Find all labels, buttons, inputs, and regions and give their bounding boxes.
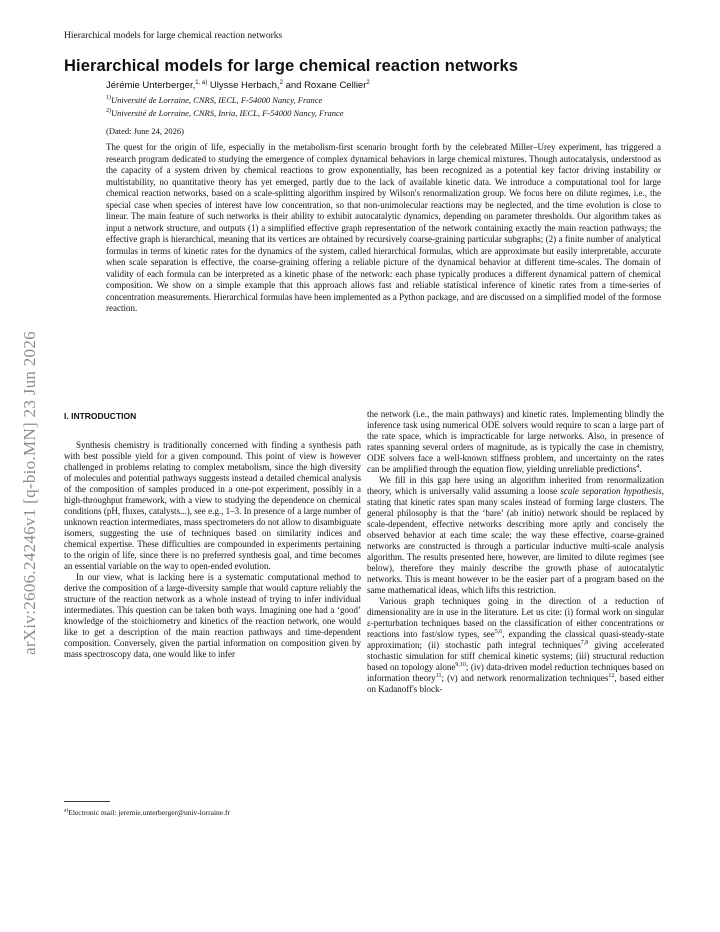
citation-12: 12 [608,673,615,679]
affiliation-1-mark: 1) [106,95,111,102]
author-1-affiliation-mark: 1, a) [195,79,208,86]
footnote-text: Electronic mail: jeremie.unterberger@univ-lorraine.fr [68,808,230,817]
footnote-rule [64,801,110,802]
affiliation-1 [106,95,322,105]
abstract: The quest for the origin of life, especially in the metabolism-first scenario brought forth by the celebrated Miller–Urey experiment, has triggered a research program dedicated to studying the emergence of complex dynamical behaviors in large chemical mixtures. Though autocatalysis, understood as the capacity of a system driven by chemical reactions to grow exponentially, has been recognized as a potential key factor driving instability or multistability, no quantitative theory has yet emerged, partly due to the lack of available kinetic data. We introduce a computational tool for large chemical reaction networks, based on a scale-splitting algorithm inspired by Wilson's renormalization group. We focus here on dilute regimes, i.e., the special case when species of interest have low concentration, so that non-unimolecular reactions may be neglected, and the time evolution is close to linear. The main feature of such networks is their ability to exhibit autocatalytic dynamics, depending on parameter thresholds. Our algorithm takes as input a network structure, and outputs (1) a simplified effective graph representation of the network containing exactly the main reaction pathways; the effective graph is hierarchical, meaning that its vertices are obtained by recursively coarse-graining particular subgraphs; (2) a finite number of analytical formulas in terms of kinetic rates for the dynamics of the system, called hierarchical formulas, which are approximate but easily interpretable, accurate when scale separation is effective, the coarse-graining offering a reliable picture of the dynamical behavior at different time-scales. The domain of validity of each formula can be interpreted as a kinetic phase of the network: each phase typically produces a different dynamical pattern of chemical composition. We show on a simple example that this approach allows fast and reliable statistical inference of kinetic rates from a time-series of concentration measurements. Hierarchical formulas have been implemented as a Python package, and are discussed on a simplified model of the formose reaction. [106,142,661,313]
intro-paragraph-2: In our view, what is lacking here is a systematic computational method to derive the composition of a large-diversity sample that would capture reliably the structure of the reaction network as a whole instead of trying to infer individual intermediates. This question can be taken both ways. Imagining one had a ‘good’ knowledge of the stoichiometry and kinetics of the reaction network, one would like to get a description of the main reaction pathways and time-dependent composition. Conversely, given the partial information on composition given by mass spectroscopy data, one would like to infer [64,572,361,659]
author-2-affiliation-mark: 2 [279,79,283,86]
text-run: ; (iv) data-driven model reduction techniques based on information theory [367,662,665,683]
footnote-mark: a) [64,807,69,814]
paper-title: Hierarchical models for large chemical reaction networks [64,57,519,75]
citation-7-8: 7,8 [580,640,589,646]
text-run: giving accelerated stochastic simulation for stiff chemical kinetic systems; (iii) structural reduction based on topology alone [367,640,664,672]
affiliation-1-text: Université de Lorraine, CNRS, IECL, F-54000 Nancy, France [111,95,323,105]
text-run: , stating that kinetic rates span many scales instead of forming large clusters. The general philosophy is that the ‘bare’ (ab initio) network should be replaced by scale-dependent, effective networks describing more aptly and concisely the observed behavior at each time scale; the way these effective, coarse-grained networks are constructed is through a particular inductive multi-scale analysis algorithm. The results presented here, however, are limited to dilute regimes (see below), therefore they mainly describe the growth phase of autocatalytic networks. This is meant however to be the easier part of a program based on the same mathematical ideas, which lifts this restriction. [367,486,664,595]
author-1: Jérémie Unterberger, [106,80,196,91]
text-run: the network (i.e., the main pathways) and kinetic rates. Implementing blindly the inference task using numerical ODE solvers would require to scan a large part of the rate space, which is impracticable for large networks. Also, in presence of rates spanning several orders of magnitude, as is typically the case in chemistry, ODE solvers face a well-known stiffness problem, and uncertainty on the rates can be amplified through the equation flow, yielding unreliable predictions [367,409,664,474]
right-column [367,409,664,695]
citation-4: 4 [636,464,640,470]
citation-5-6: 5,6 [494,629,503,635]
text-run: We fill in this gap here using an algorithm inherited from renormalization theory, which is universally valid assuming a loose [367,475,664,496]
scale-separation-term: scale separation hypothesis [560,486,662,496]
date-line: (Dated: June 24, 2026) [106,126,184,136]
text-run: , based either on Kadanoff's block- [367,673,665,694]
text-run: . [639,464,642,474]
citation-9-10: 9,10 [455,662,466,668]
author-list [106,80,370,91]
arxiv-identifier: arXiv:2606.24246v1 [q-bio.MN] 23 Jun 2026 [20,331,39,655]
affiliation-2-text: Université de Lorraine, CNRS, Inria, IECL, F-54000 Nancy, France [111,108,344,118]
affiliation-2-mark: 2) [106,108,111,115]
intro-paragraph-2-continued [367,409,664,475]
left-column [64,440,361,660]
footnote [64,808,230,817]
author-2: Ulysse Herbach, [207,80,280,91]
text-run: Various graph techniques going in the direction of a reduction of dimensionality are in use in the literature. Let us cite: (i) formal work on singular ε-perturbation techniques based on the classification of either concentrations or reactions into fast/slow types, see [367,596,664,639]
intro-paragraph-4 [367,596,664,695]
author-3: and Roxane Cellier [282,80,367,91]
intro-paragraph-1: Synthesis chemistry is traditionally concerned with finding a synthesis path with best possible yield for a given compound. This point of view is however challenged in problems relating to complex metabolism, since the high diversity of molecules and potential pathways suggests instead a detailed chemical analysis of the composition of samples produced in a one-pot experiment, possibly in a high-throughput framework, with a view to studying the dependence on chemical conditions (pH, fluxes, catalysts...), see e.g., 1–3. In presence of a large number of unknown reaction intermediates, mass spectrometers do not allow to disambiguate isomers, suggesting the use of techniques based on similarity indices and chemical expertise. These difficulties are compounded in experiments pertaining to the origin of life, since there is no preferred synthesis goal, and time becomes an essential variable on the way to open-ended evolution. [64,440,361,571]
affiliation-2 [106,108,344,118]
intro-paragraph-3 [367,475,664,596]
citation-11: 11 [435,673,442,679]
section-heading-introduction: I. INTRODUCTION [64,411,137,421]
text-run: , expanding the classical quasi-steady-state approximation; (ii) stochastic path integral techniques [367,629,664,650]
text-run: ; (v) and network renormalization techniques [441,673,609,683]
running-head: Hierarchical models for large chemical reaction networks [64,31,283,41]
author-3-affiliation-mark: 2 [366,79,370,86]
